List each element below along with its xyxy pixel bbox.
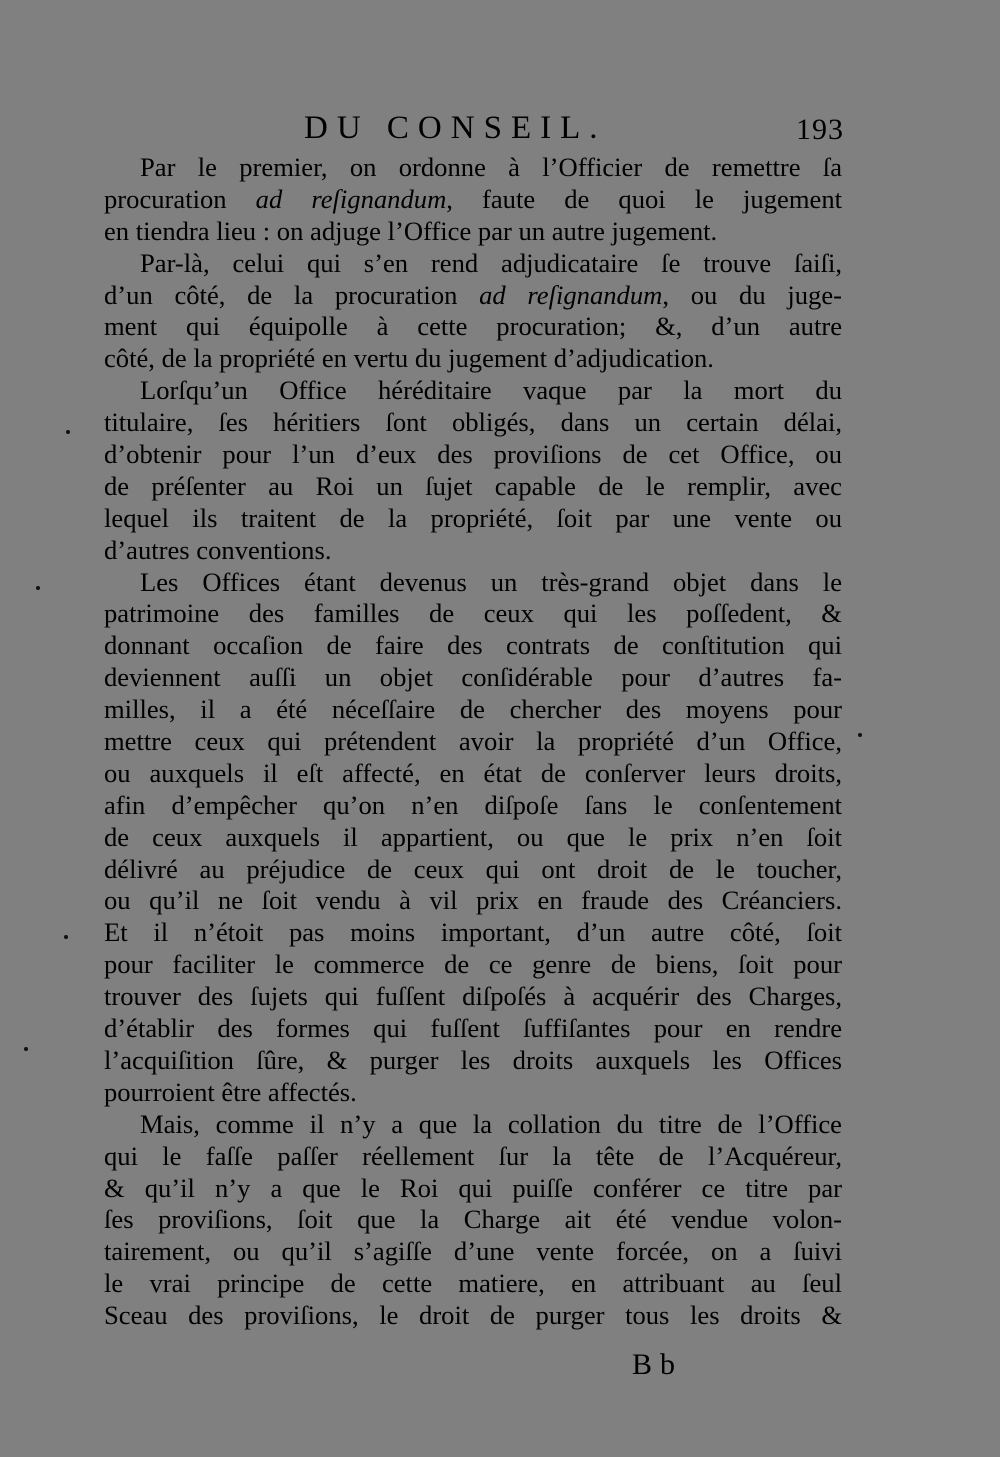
line-segment: , faute de quoi le jugement	[446, 183, 842, 214]
text-line: de ceux auxquels il appartient, ou que le prix n’en ſoit	[104, 821, 842, 852]
page-number: 193	[796, 113, 844, 146]
italic-phrase: ad reſignandum	[479, 279, 663, 310]
text-line: & qu’il n’y a que le Roi qui puiſſe conférer ce titre par	[104, 1172, 842, 1203]
signature-mark: Bb	[632, 1348, 684, 1381]
text-line: Les Offices étant devenus un très-grand objet dans le	[140, 566, 842, 597]
line-segment: procuration	[104, 183, 256, 214]
margin-speck	[64, 935, 68, 939]
text-line: d’établir des formes qui fuſſent ſuffiſantes pour en rendre	[104, 1013, 842, 1044]
text-line: Par-là, celui qui s’en rend adjudicataire ſe trouve ſaiſi,	[140, 247, 842, 278]
text-line: Mais, comme il n’y a que la collation du titre de l’Office	[140, 1108, 842, 1139]
text-line: ou qu’il ne ſoit vendu à vil prix en fraude des Créanciers.	[104, 885, 842, 916]
margin-speck	[24, 1047, 28, 1051]
margin-speck	[858, 733, 862, 737]
text-line: ment qui équipolle à cette procuration; &, d’un autre	[104, 311, 842, 342]
text-line: patrimoine des familles de ceux qui les poſſedent, &	[104, 598, 842, 629]
text-line: milles, il a été néceſſaire de chercher des moyens pour	[104, 694, 842, 725]
text-line: qui le faſſe paſſer réellement ſur la tête de l’Acquéreur,	[104, 1140, 842, 1171]
text-line: côté, de la propriété en vertu du jugement d’adjudication.	[104, 343, 714, 374]
text-line: deviennent auſſi un objet conſidérable pour d’autres fa-	[104, 662, 842, 693]
text-line: d’obtenir pour l’un d’eux des proviſions de cet Office, ou	[104, 439, 842, 470]
text-line: le vrai principe de cette matiere, en attribuant au ſeul	[104, 1268, 842, 1299]
line-segment: , ou du juge-	[662, 279, 842, 310]
text-line: titulaire, ſes héritiers ſont obligés, dans un certain délai,	[104, 407, 842, 438]
text-line: Par le premier, on ordonne à l’Officier de remettre ſa	[140, 152, 842, 182]
text-line: délivré au préjudice de ceux qui ont droit de le toucher,	[104, 853, 842, 884]
text-line	[104, 280, 842, 312]
text-line: de préſenter au Roi un ſujet capable de le remplir, avec	[104, 470, 842, 501]
text-line: d’autres conventions.	[104, 534, 332, 565]
page-header	[104, 108, 844, 148]
text-line	[104, 184, 842, 216]
text-line: tairement, ou qu’il s’agiſſe d’une vente forcée, on a ſuivi	[104, 1236, 842, 1267]
line-segment: d’un côté, de la procuration	[104, 279, 480, 310]
text-line: pour faciliter le commerce de ce genre de biens, ſoit pour	[104, 949, 842, 980]
running-title: DU CONSEIL.	[304, 110, 607, 146]
text-line: ou auxquels il eſt affecté, en état de conſerver leurs droits,	[104, 757, 842, 788]
text-line: lequel ils traitent de la propriété, ſoit par une vente ou	[104, 502, 842, 533]
margin-speck	[66, 430, 70, 434]
text-line: pourroient être affectés.	[104, 1076, 357, 1107]
body-text	[104, 152, 842, 1332]
text-line: Sceau des proviſions, le droit de purger tous les droits &	[104, 1300, 842, 1331]
text-line: Et il n’étoit pas moins important, d’un autre côté, ſoit	[104, 917, 842, 948]
margin-speck	[36, 586, 40, 590]
text-line: en tiendra lieu : on adjuge l’Office par un autre jugement.	[104, 215, 718, 246]
text-line: mettre ceux qui prétendent avoir la propriété d’un Office,	[104, 726, 842, 757]
text-line: l’acquiſition ſûre, & purger les droits auxquels les Offices	[104, 1044, 842, 1075]
text-line: trouver des ſujets qui fuſſent diſpoſés à acquérir des Charges,	[104, 981, 842, 1012]
text-line: afin d’empêcher qu’on n’en diſpoſe ſans le conſentement	[104, 789, 842, 820]
text-line: Lorſqu’un Office héréditaire vaque par la mort du	[140, 375, 842, 406]
text-line: donnant occaſion de faire des contrats de conſtitution qui	[104, 630, 842, 661]
italic-phrase: ad reſignandum	[255, 183, 447, 214]
text-line: ſes proviſions, ſoit que la Charge ait été vendue volon-	[104, 1204, 842, 1235]
